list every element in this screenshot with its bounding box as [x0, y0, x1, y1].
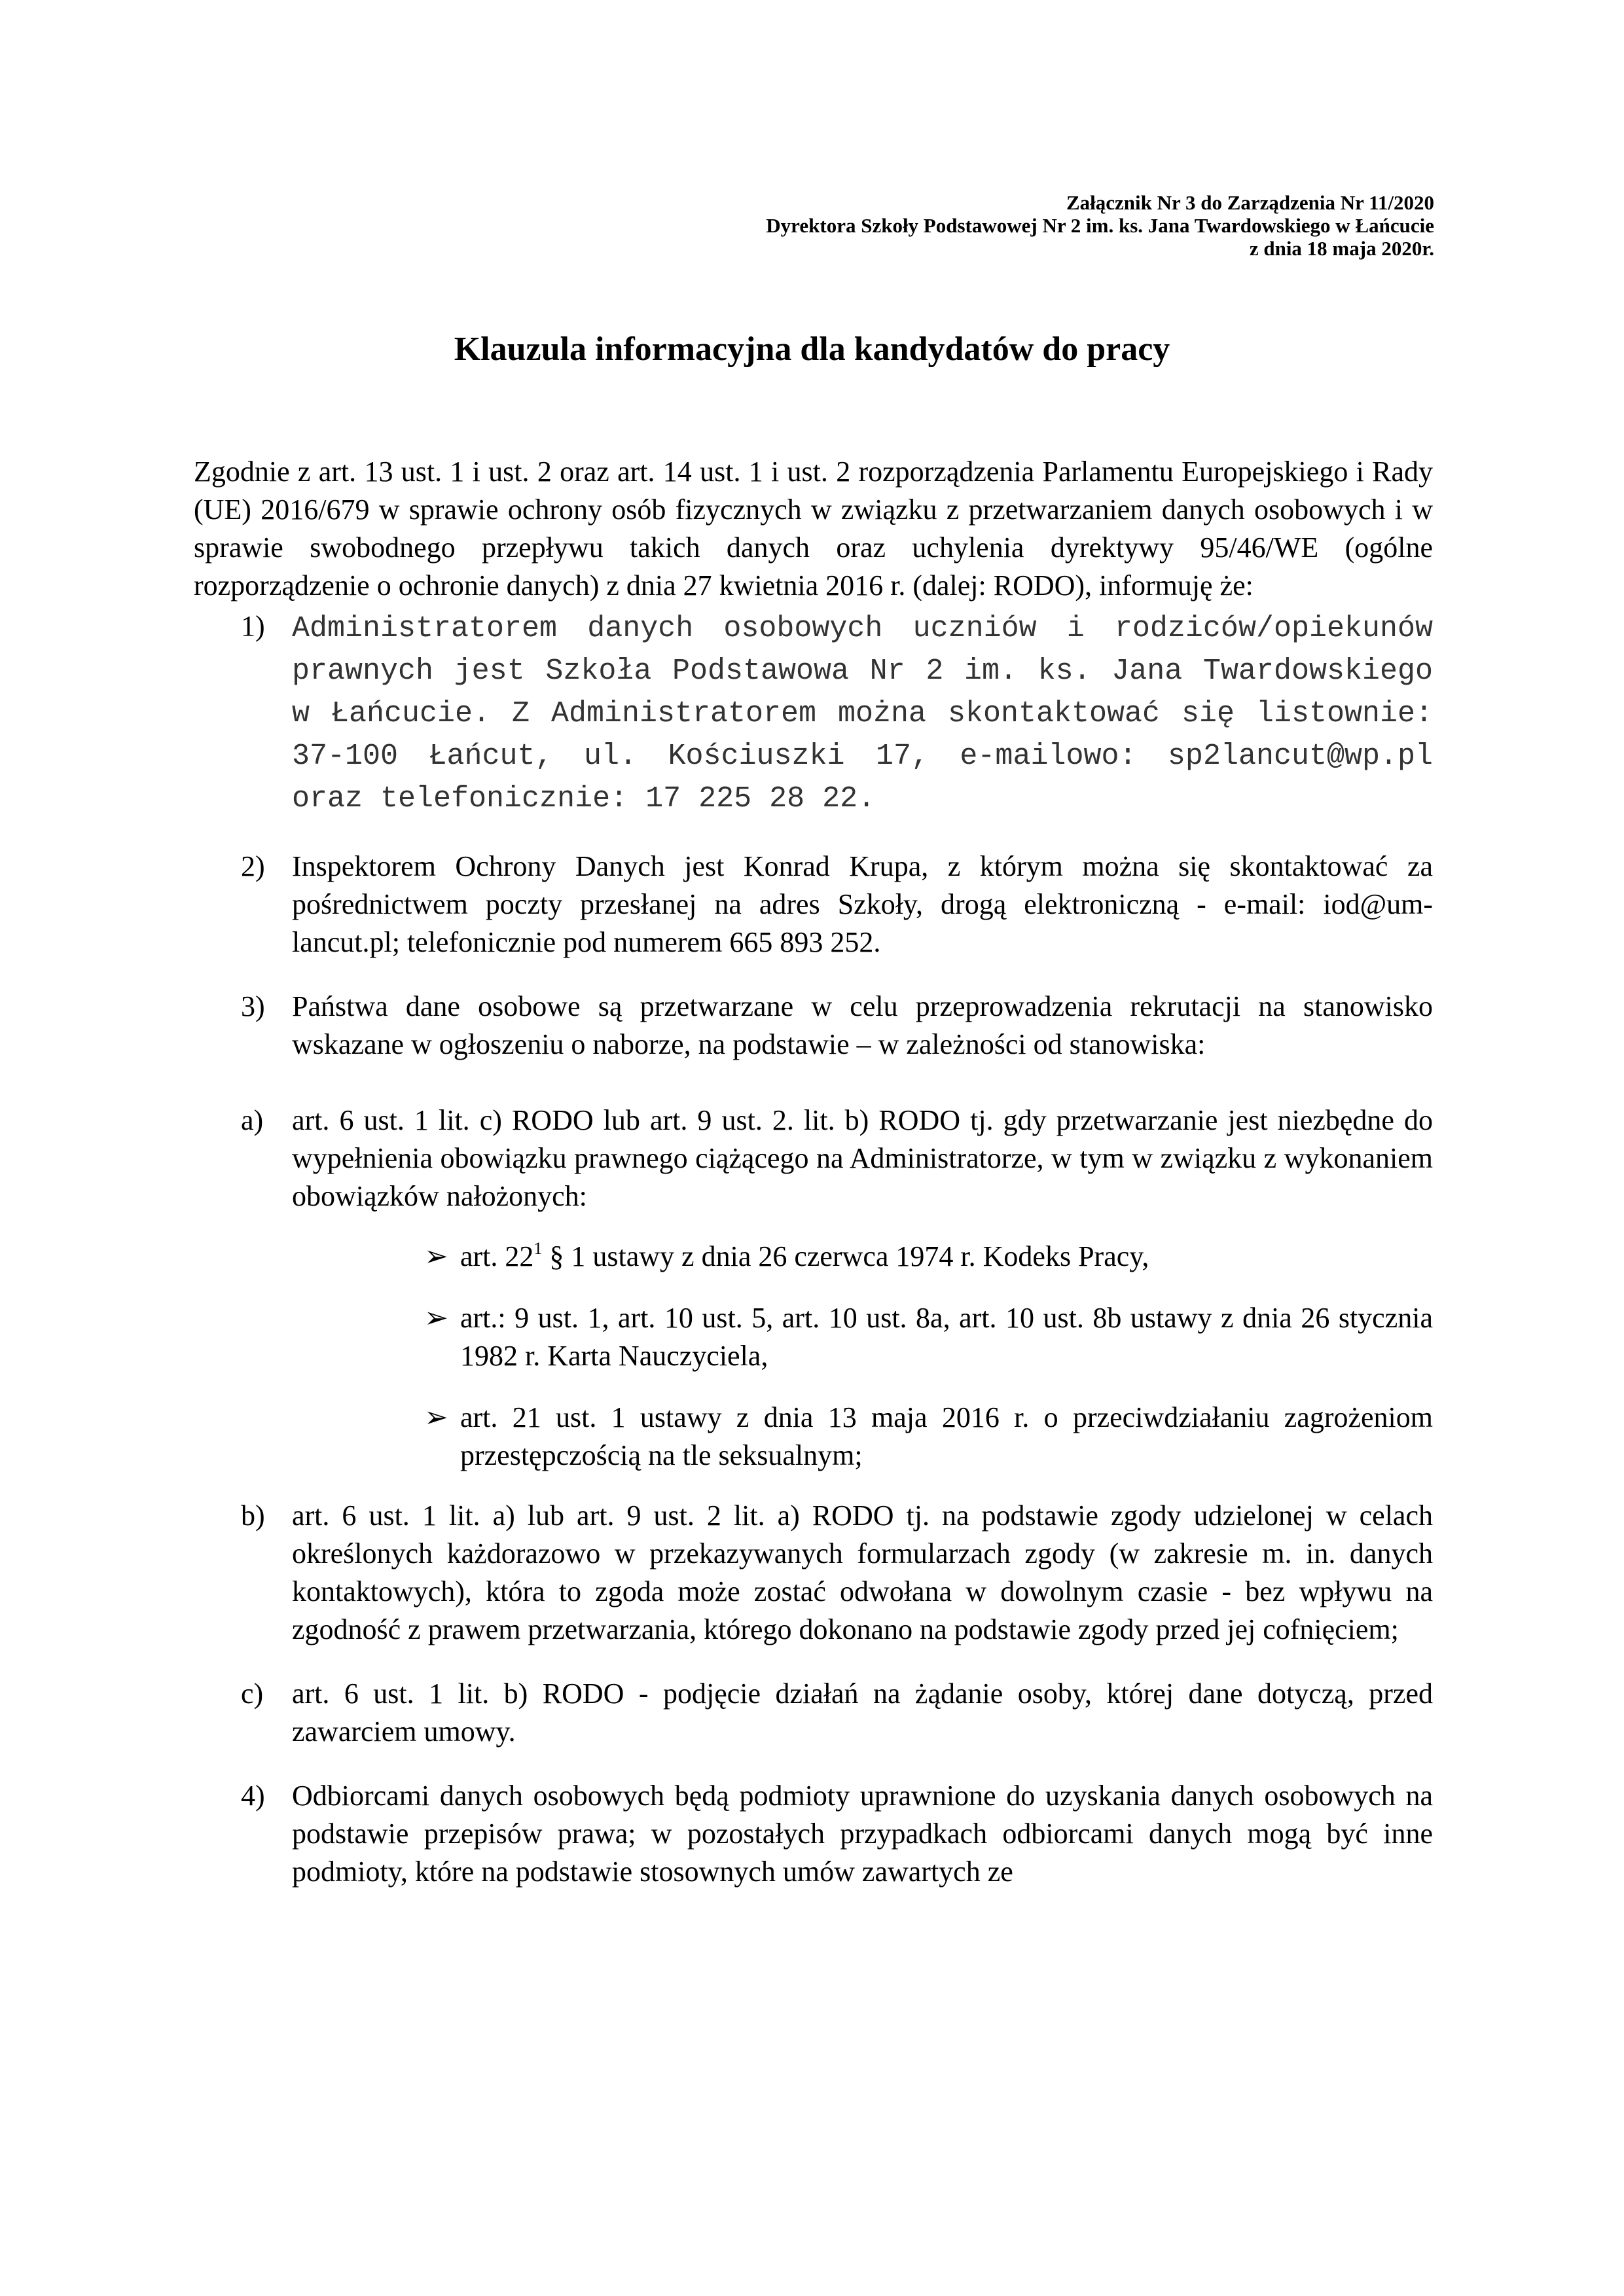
sub-item-a	[194, 1102, 1433, 1215]
sub-item-b	[194, 1497, 1433, 1649]
bullet-item-3	[424, 1399, 1433, 1475]
bullet-text: art. 21 ust. 1 ustawy z dnia 13 maja 2016 r. o przeciwdziałaniu zagrożeniom przestępczością na tle seksualnym;	[460, 1401, 1433, 1471]
superscript: 1	[533, 1239, 543, 1258]
list-marker: 4)	[241, 1780, 265, 1812]
bullet-text: art.: 9 ust. 1, art. 10 ust. 5, art. 10 ust. 8a, art. 10 ust. 8b ustawy z dnia 26 stycznia 1982 r. Karta Nauczyciela,	[460, 1302, 1433, 1372]
list-item-text: Inspektorem Ochrony Danych jest Konrad Krupa, z którym można się skontaktować za pośrednictwem poczty przesłanej na adres Szkoły, drogą elektroniczną - e-mail: iod@um-lancut.pl; telefonicznie pod numerem 665 893 252.	[292, 850, 1433, 958]
document-title: Klauzula informacyjna dla kandydatów do pracy	[454, 331, 1170, 368]
sub-item-text: art. 6 ust. 1 lit. a) lub art. 9 ust. 2 lit. a) RODO tj. na podstawie zgody udzielonej w celach określonych każdorazowo w przekazywanych formularzach zgody (w zakresie m. in. danych kontaktowych), która to zgoda może zostać odwołana w dowolnym czasie - bez wpływu na zgodność z prawem przetwarzania, którego dokonano na podstawie zgody przed jej cofnięciem;	[292, 1499, 1433, 1645]
bullet-text: art. $22^1$ § 1 ustawy z dnia 26 czerwca 1974 r. Kodeks Pracy,	[460, 1239, 1149, 1272]
sub-item-marker: a)	[241, 1104, 264, 1136]
bullet-list	[194, 1238, 1433, 1475]
bullet-item-1	[424, 1238, 1433, 1276]
intro-paragraph: Zgodnie z art. 13 ust. 1 i ust. 2 oraz art. 14 ust. 1 i ust. 2 rozporządzenia Parlamentu Europejskiego i Rady (UE) 2016/679 w sprawie ochrony osób fizycznych w związku z przetwarzaniem danych osobowych i w sprawie swobodnego przepływu takich danych oraz uchylenia dyrektywy 95/46/WE (ogólne rozporządzenie o ochronie danych) z dnia 27 kwietnia 2016 r. (dalej: RODO), informuję że:	[194, 456, 1433, 601]
attachment-header	[518, 191, 1434, 260]
list-item-3	[194, 988, 1433, 1064]
sub-item-c	[194, 1675, 1433, 1751]
header-line-2: Dyrektora Szkoły Podstawowej Nr 2 im. ks. Jana Twardowskiego w Łańcucie	[766, 214, 1434, 237]
list-marker: 1)	[241, 610, 265, 642]
header-line-1: Załącznik Nr 3 do Zarządzenia Nr 11/2020	[1066, 191, 1434, 214]
list-marker: 3)	[241, 990, 265, 1022]
list-item-text: Administratorem danych osobowych uczniów i rodziców/opiekunów prawnych jest Szkoła Podstawowa Nr 2 im. ks. Jana Twardowskiego w Łańcucie. Z Administratorem można skontaktować się listownie: 37-100 Łańcut, ul. Kościuszki 17, e-mailowo: sp2lancut@wp.pl oraz telefonicznie: 17 225 28 22.	[292, 612, 1433, 816]
bullet-item-2	[424, 1299, 1433, 1375]
list-item-4	[194, 1777, 1433, 1891]
sub-item-marker: c)	[241, 1677, 264, 1710]
sub-item-text: art. 6 ust. 1 lit. c) RODO lub art. 9 ust. 2. lit. b) RODO tj. gdy przetwarzanie jest niezbędne do wypełnienia obowiązku prawnego ciążącego na Administratorze, w tym w związku z wykonaniem obowiązków nałożonych:	[292, 1104, 1433, 1212]
arrow-bullet-icon: ➢	[424, 1240, 448, 1272]
sub-item-text: art. 6 ust. 1 lit. b) RODO - podjęcie działań na żądanie osoby, której dane dotyczą, przed zawarciem umowy.	[292, 1677, 1433, 1748]
document-body	[194, 453, 1433, 1891]
list-item-text: Państwa dane osobowe są przetwarzane w celu przeprowadzenia rekrutacji na stanowisko wskazane w ogłoszeniu o naborze, na podstawie – w zależności od stanowiska:	[292, 990, 1433, 1060]
arrow-bullet-icon: ➢	[424, 1302, 448, 1334]
list-item-1	[194, 607, 1433, 820]
list-item-2	[194, 848, 1433, 961]
list-marker: 2)	[241, 850, 265, 882]
sub-item-marker: b)	[241, 1499, 265, 1532]
header-line-3: z dnia 18 maja 2020r.	[1249, 237, 1434, 260]
arrow-bullet-icon: ➢	[424, 1401, 448, 1433]
list-item-text: Odbiorcami danych osobowych będą podmioty uprawnione do uzyskania danych osobowych na podstawie przepisów prawa; w pozostałych przypadkach odbiorcami danych mogą być inne podmioty, które na podstawie stosownych umów zawartych ze	[292, 1780, 1433, 1888]
